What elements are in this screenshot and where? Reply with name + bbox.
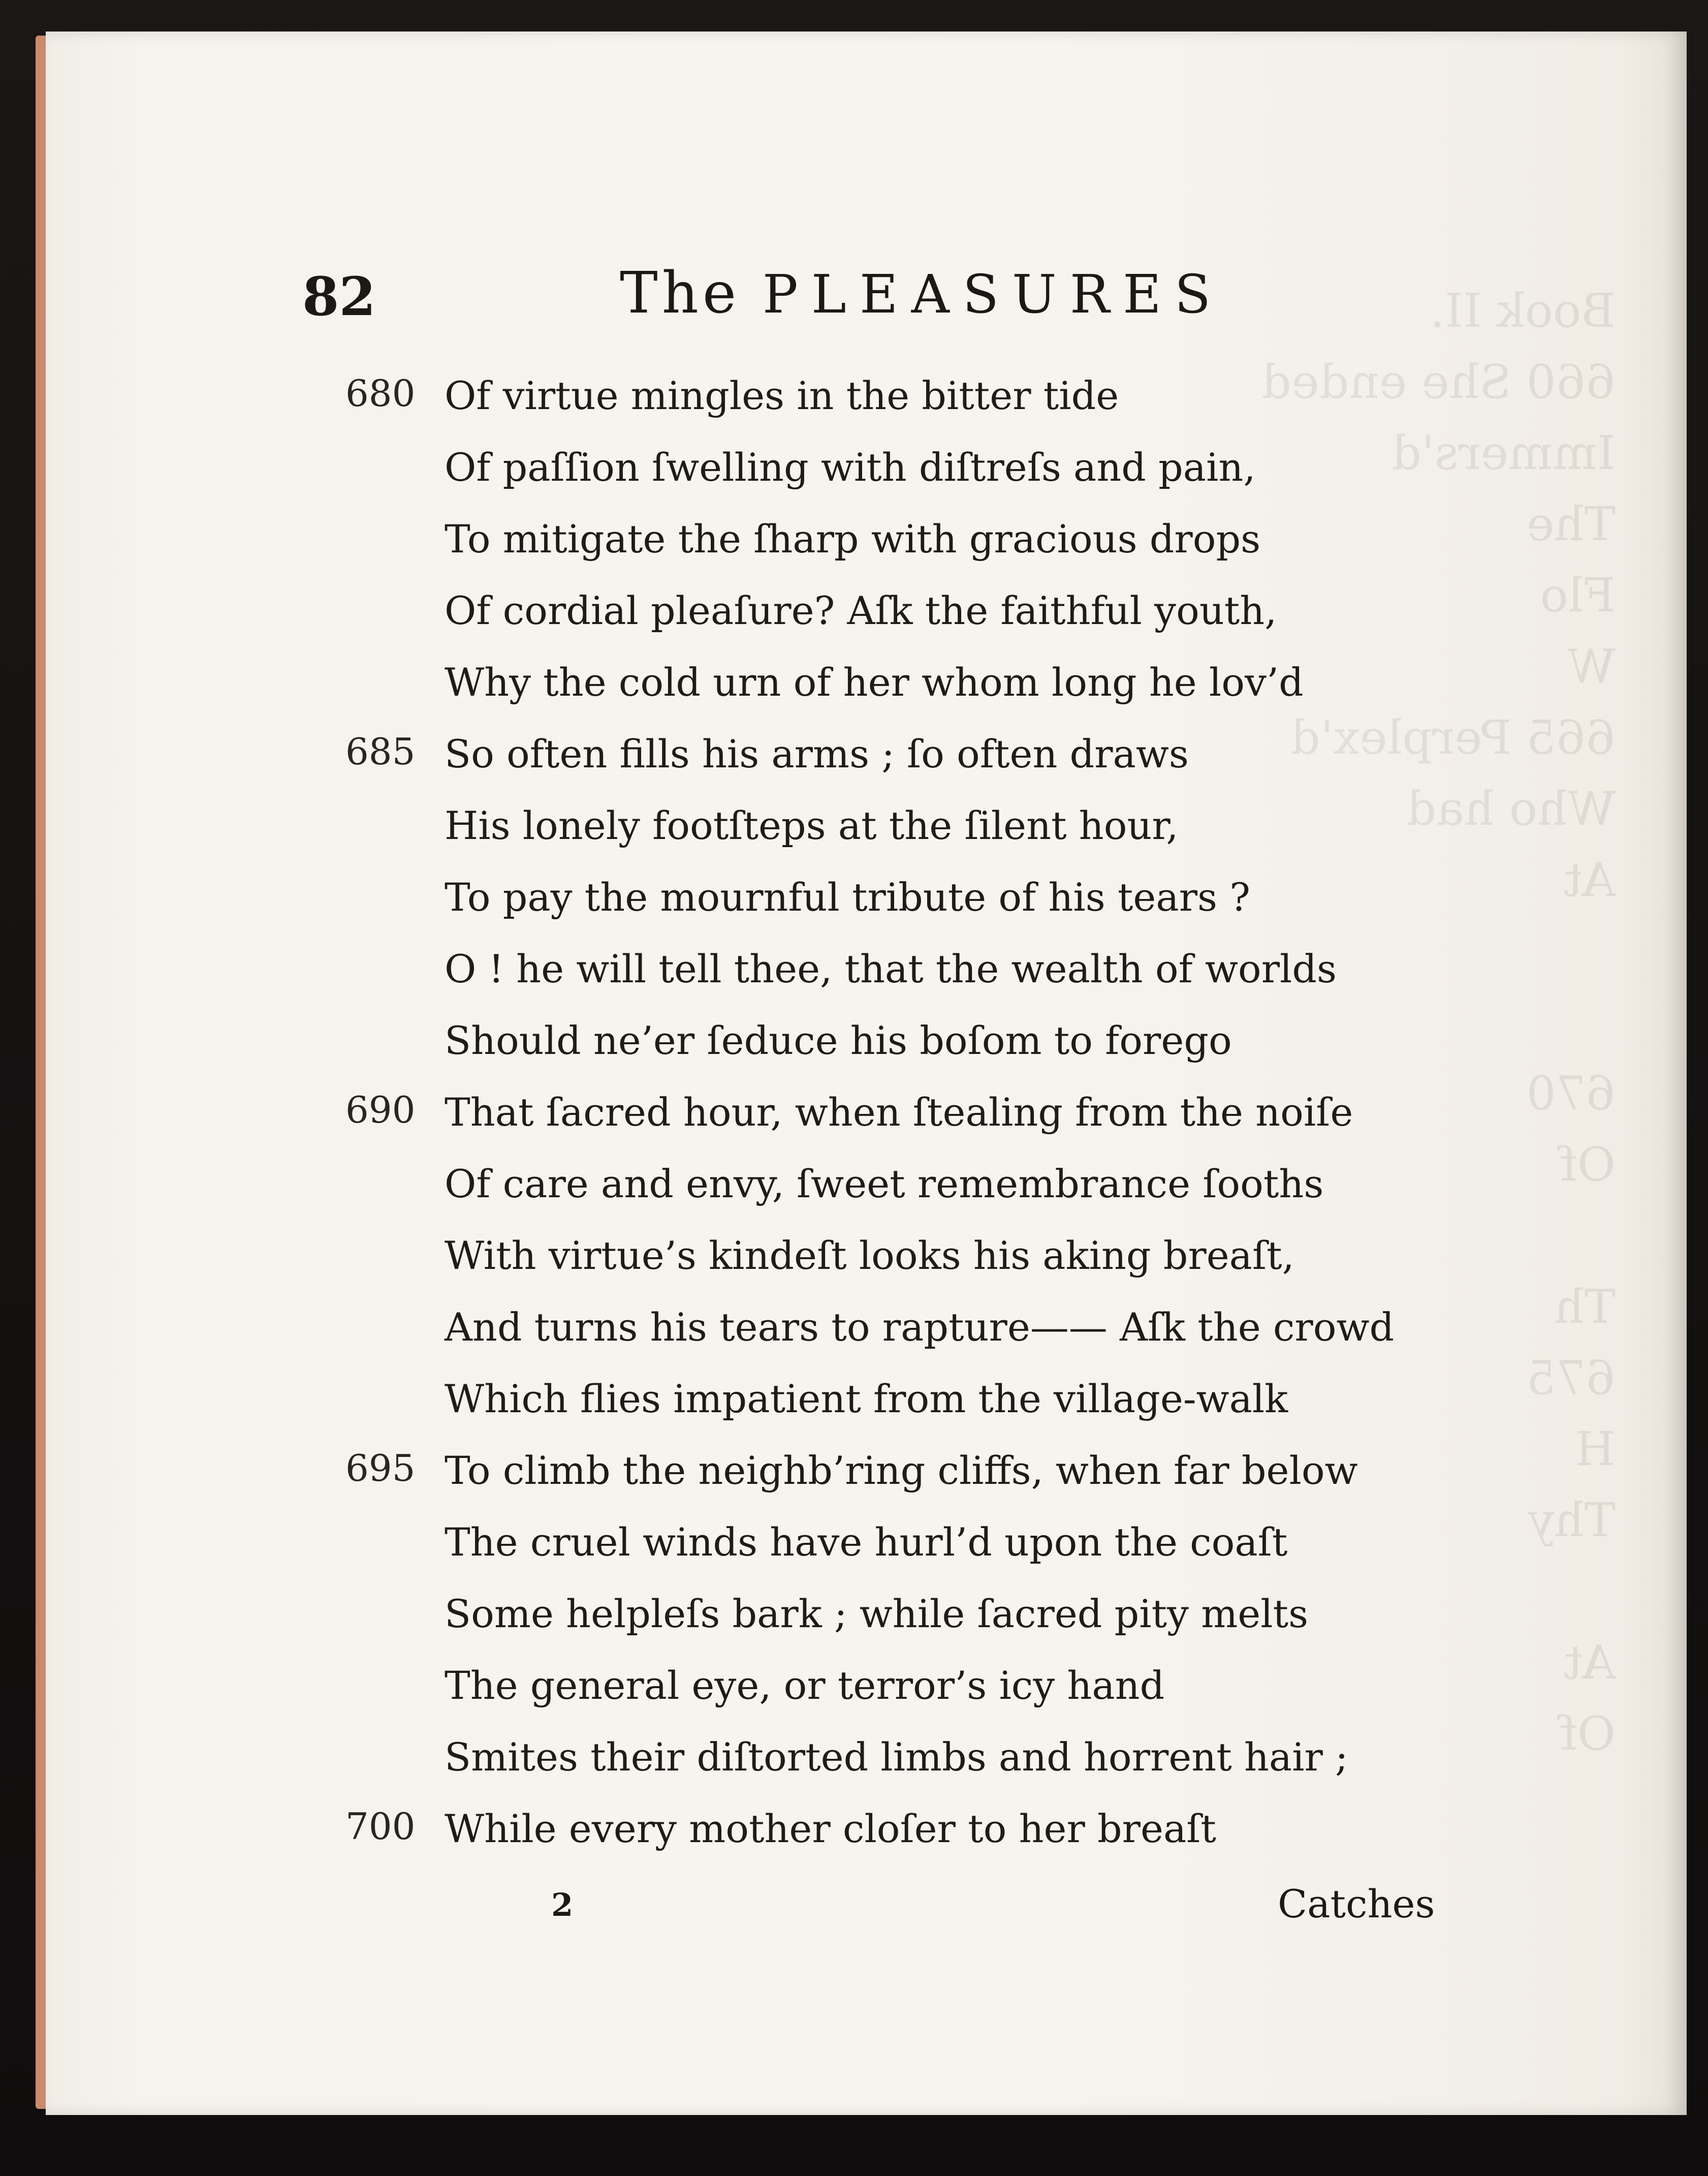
- verse-line: [46, 362, 1687, 433]
- verse-text: And turns his tears to rapture—— Aſk the crowd: [445, 1304, 1395, 1350]
- verse-text: Should ne’er ſeduce his boſom to forego: [445, 1018, 1232, 1063]
- verse-text: The cruel winds have hurl’d upon the coaſt: [445, 1519, 1288, 1565]
- verse-line: [46, 1723, 1687, 1795]
- verse-text: Of cordial pleaſure? Aſk the faithful youth,: [445, 588, 1277, 633]
- verse-text: To climb the neighb’ring cliffs, when far below: [445, 1448, 1358, 1493]
- verse-text: Which flies impatient from the village-walk: [445, 1376, 1288, 1421]
- running-title-caps: PLEASURES: [762, 263, 1224, 325]
- verse-text: Smites their diſtorted limbs and horrent hair ;: [445, 1734, 1348, 1780]
- verse-line: [46, 577, 1687, 648]
- verse-text: Of paſſion ſwelling with diſtreſs and pain,: [445, 445, 1256, 490]
- verse-line: [46, 1293, 1687, 1365]
- verse-text: Some helpleſs bark ; while ſacred pity melts: [445, 1591, 1309, 1636]
- verse-text: His lonely footſteps at the ſilent hour,: [445, 803, 1179, 848]
- verse-text: Why the cold urn of her whom long he lov’d: [445, 660, 1304, 705]
- page-footer: [46, 1881, 1687, 1932]
- verse-line: [46, 720, 1687, 792]
- verse-text: Of care and envy, ſweet remembrance ſooths: [445, 1161, 1324, 1206]
- verse-line: [46, 935, 1687, 1007]
- line-number: 680: [345, 372, 416, 415]
- verse-line: [46, 505, 1687, 577]
- verse-text: Of virtue mingles in the bitter tide: [445, 373, 1119, 418]
- verse-line: [46, 433, 1687, 505]
- verse-text: So often fills his arms ; ſo often draws: [445, 731, 1189, 776]
- verse-text: O ! he will tell thee, that the wealth of worlds: [445, 946, 1337, 991]
- verse-line: [46, 792, 1687, 863]
- signature-mark: 2: [551, 1886, 574, 1923]
- catchword: Catches: [1278, 1881, 1435, 1926]
- line-number: 685: [345, 730, 416, 773]
- verse-text: With virtue’s kindeſt looks his aking breaſt,: [445, 1233, 1294, 1278]
- verse-line: [46, 1365, 1687, 1437]
- verse-line: [46, 1652, 1687, 1723]
- verse-line: [46, 1150, 1687, 1222]
- verse-line: [46, 1222, 1687, 1293]
- book-page: [46, 32, 1687, 2115]
- page-header: [46, 260, 1687, 336]
- verse-text: To pay the mournful tribute of his tears ?: [445, 875, 1250, 920]
- verse-text: The general eye, or terror’s icy hand: [445, 1663, 1165, 1708]
- running-title: [620, 260, 1224, 326]
- running-title-lead: The: [620, 260, 741, 326]
- verse-line: [46, 1508, 1687, 1580]
- verse-text: That ſacred hour, when ſtealing from the noiſe: [445, 1090, 1353, 1135]
- poem-text: [46, 362, 1687, 1867]
- verse-line: [46, 1795, 1687, 1867]
- show-through-text: Book II. 660 She ended Immers'd The Flo W 665 Perplex'd Who had At 670 Of Th 675 H Thy At Of: [1261, 284, 1616, 1761]
- verse-line: [46, 1580, 1687, 1652]
- verse-line: [46, 1007, 1687, 1078]
- verse-line: [46, 648, 1687, 720]
- verse-line: [46, 1437, 1687, 1508]
- verse-text: To mitigate the ſharp with gracious drops: [445, 516, 1261, 562]
- verse-line: [46, 1078, 1687, 1150]
- page-number: 82: [302, 265, 376, 328]
- line-number: 690: [345, 1089, 416, 1131]
- verse-text: While every mother cloſer to her breaſt: [445, 1806, 1216, 1851]
- line-number: 700: [345, 1805, 416, 1848]
- line-number: 695: [345, 1447, 416, 1489]
- verse-line: [46, 863, 1687, 935]
